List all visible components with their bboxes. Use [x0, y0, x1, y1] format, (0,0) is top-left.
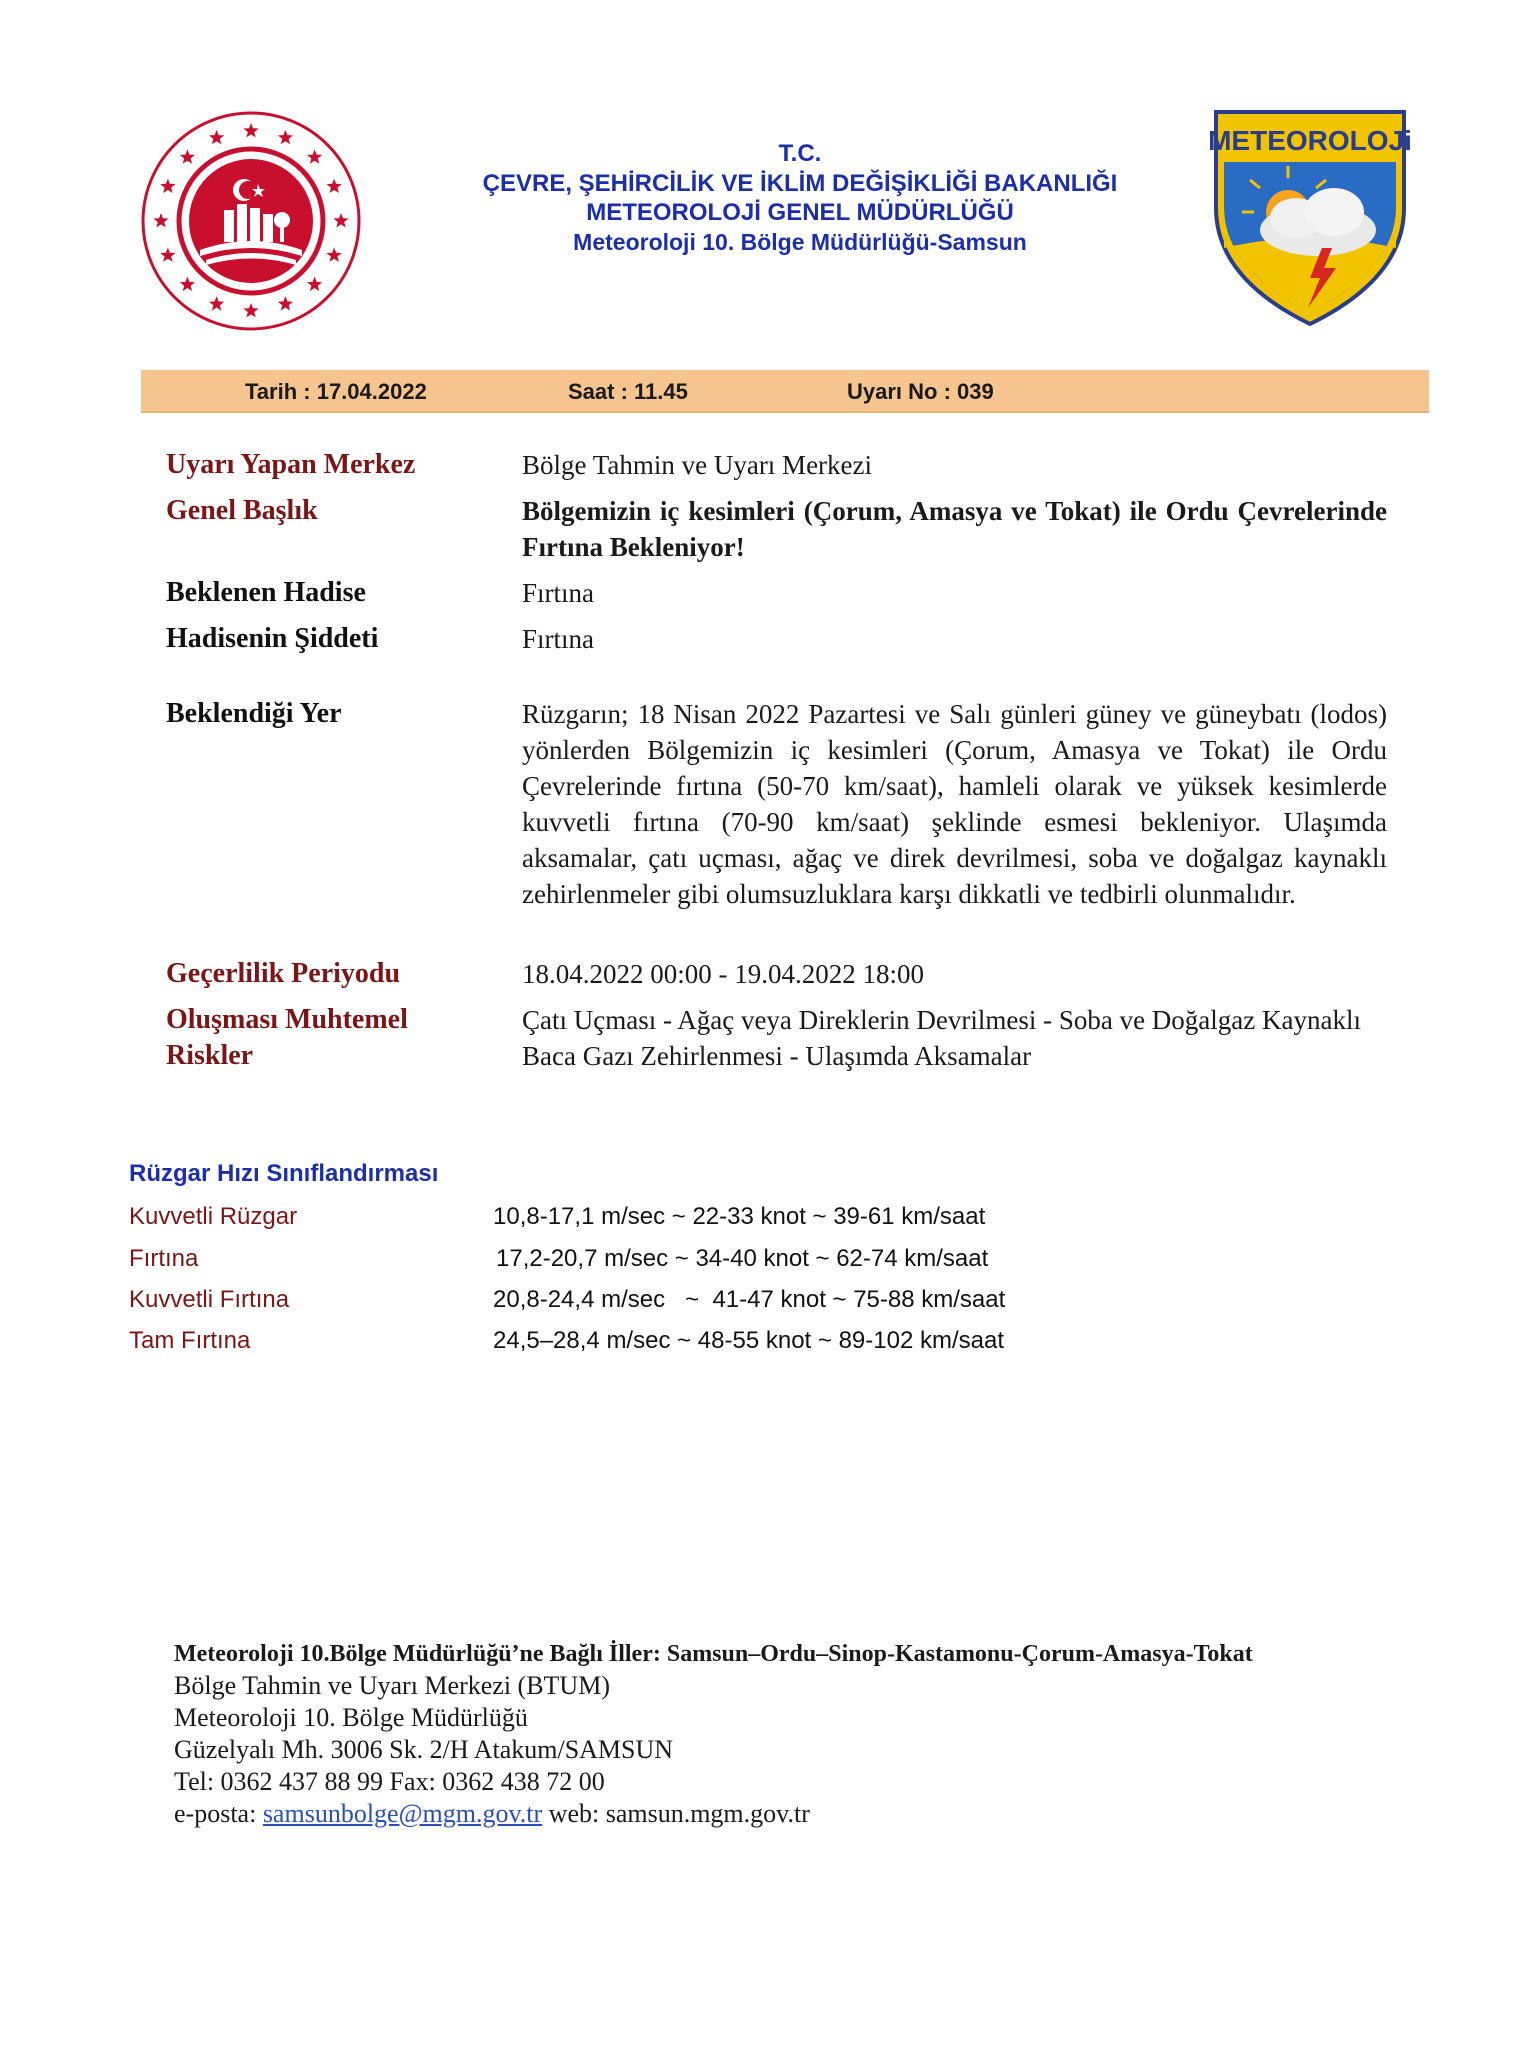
warning-time: Saat : 11.45: [568, 379, 688, 404]
header-regional: Meteoroloji 10. Bölge Müdürlüğü-Samsun: [573, 229, 1027, 255]
title-value: Bölgemizin iç kesimleri (Çorum, Amasya ve Tokat) ile Ordu Çevrelerinde Fırtına Bekleniyor!: [522, 496, 1387, 562]
header-tc: T.C.: [778, 140, 822, 167]
severity-value: Fırtına: [522, 624, 594, 654]
ministry-seal-logo: [140, 110, 362, 332]
warning-date: Tarih : 17.04.2022: [245, 379, 427, 404]
warning-number: Uyarı No : 039: [847, 379, 994, 404]
footer-phone-fax: Tel: 0362 437 88 99 Fax: 0362 438 72 00: [174, 1767, 605, 1796]
wind-class-value: 17,2-20,7 m/sec ~ 34-40 knot ~ 62-74 km/saat: [496, 1245, 989, 1272]
warning-info-bar: [141, 370, 1429, 413]
wind-class-name: Kuvvetli Fırtına: [129, 1286, 290, 1313]
email-link[interactable]: samsunbolge@mgm.gov.tr: [262, 1799, 543, 1828]
web-address: web: samsun.mgm.gov.tr: [548, 1799, 810, 1828]
risk-label-line2: Riskler: [166, 1040, 254, 1071]
center-value: Bölge Tahmin ve Uyarı Merkezi: [522, 450, 873, 480]
footer-line-directorate: Meteoroloji 10. Bölge Müdürlüğü: [174, 1703, 528, 1732]
header-ministry: ÇEVRE, ŞEHİRCİLİK VE İKLİM DEĞİŞİKLİĞİ BAKANLIĞI: [482, 170, 1118, 197]
period-label: Geçerlilik Periyodu: [166, 958, 401, 989]
email-label: e-posta:: [174, 1799, 257, 1828]
risk-value: Çatı Uçması - Ağaç veya Direklerin Devrilmesi - Soba ve Doğalgaz Kaynaklı Baca Gazı Zehirlenmesi - Ulaşımda Aksamalar: [522, 1005, 1361, 1071]
wind-class-value: 24,5–28,4 m/sec ~ 48-55 knot ~ 89-102 km/saat: [493, 1327, 1004, 1354]
wind-class-value: 20,8-24,4 m/sec ~ 41-47 knot ~ 75-88 km/saat: [493, 1286, 1006, 1313]
event-label: Beklenen Hadise: [166, 577, 366, 608]
risk-label-line1: Oluşması Muhtemel: [166, 1004, 408, 1035]
place-label: Beklendiği Yer: [166, 698, 342, 729]
severity-label: Hadisenin Şiddeti: [166, 623, 379, 654]
footer-address: Güzelyalı Mh. 3006 Sk. 2/H Atakum/SAMSUN: [174, 1735, 674, 1764]
event-value: Fırtına: [522, 578, 594, 608]
footer-provinces: Meteoroloji 10.Bölge Müdürlüğü’ne Bağlı İller: Samsun–Ordu–Sinop-Kastamonu-Çorum-Amasya-Tokat: [174, 1641, 1253, 1667]
header-directorate: METEOROLOJİ GENEL MÜDÜRLÜĞÜ: [586, 199, 1014, 226]
footer-contact: [174, 1798, 810, 1830]
wind-class-name: Tam Fırtına: [129, 1327, 251, 1354]
meteoroloji-shield-logo: [1210, 108, 1410, 328]
wind-class-value: 10,8-17,1 m/sec ~ 22-33 knot ~ 39-61 km/saat: [493, 1203, 986, 1230]
wind-class-name: Fırtına: [129, 1245, 199, 1272]
title-label: Genel Başlık: [166, 495, 318, 526]
wind-classification-title: Rüzgar Hızı Sınıflandırması: [129, 1160, 439, 1187]
place-value: Rüzgarın; 18 Nisan 2022 Pazartesi ve Salı günleri güney ve güneybatı (lodos) yönlerden Bölgemizin iç kesimleri (Çorum, Amasya ve Tokat) ile Ordu Çevrelerinde fırtına (50-70 km/saat), hamleli olarak ve yüksek kesimlerde kuvvetli fırtına (70-90 km/saat) şeklinde esmesi bekleniyor. Ulaşımda aksamalar, çatı uçması, ağaç ve direk devrilmesi, soba ve doğalgaz kaynaklı zehirlenmeler gibi olumsuzluklara karşı dikkatli ve tedbirli olunmalıdır.: [522, 699, 1387, 909]
shield-logo-text: METEOROLOJi: [1210, 125, 1410, 156]
period-value: 18.04.2022 00:00 - 19.04.2022 18:00: [522, 959, 924, 989]
wind-class-name: Kuvvetli Rüzgar: [129, 1203, 298, 1230]
center-label: Uyarı Yapan Merkez: [166, 449, 416, 480]
footer-line-btum: Bölge Tahmin ve Uyarı Merkezi (BTUM): [174, 1671, 610, 1700]
